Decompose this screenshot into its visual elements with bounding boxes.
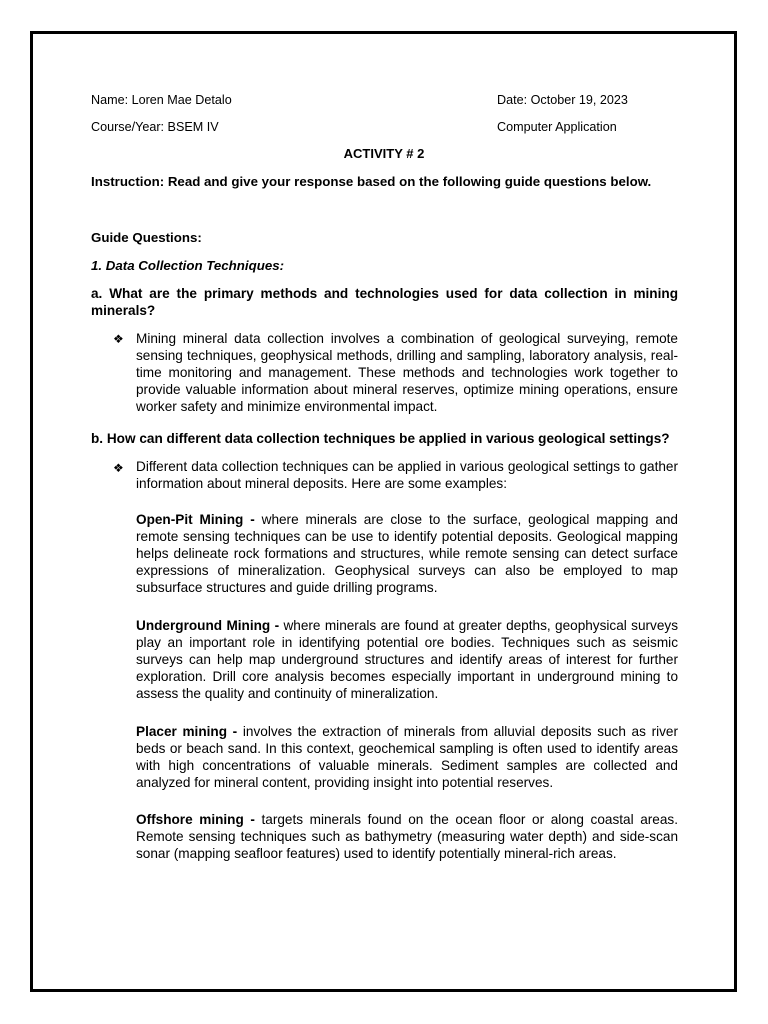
course-year: Course/Year: BSEM IV bbox=[91, 120, 219, 134]
student-name: Name: Loren Mae Detalo bbox=[91, 93, 232, 107]
example-lead: Open-Pit Mining - bbox=[136, 512, 255, 527]
example-lead: Placer mining - bbox=[136, 724, 238, 739]
date-field: Date: October 19, 2023 bbox=[497, 93, 628, 107]
example-lead: Underground Mining - bbox=[136, 618, 280, 633]
bullet-icon: ❖ bbox=[113, 332, 124, 346]
example-underground bbox=[136, 617, 678, 702]
answer-a: Mining mineral data collection involves a combination of geological surveying, remote sensing techniques, geophysical methods, drilling and sampling, laboratory analysis, real-time monitoring and management. These methods and technologies work together to provide valuable information about mineral reserves, optimize mining operations, ensure worker safety and minimize environmental impact. bbox=[136, 331, 678, 414]
example-text: where minerals are found at greater depths, geophysical surveys play an important role in identifying potential ore bodies. Techniques such as seismic surveys can help map underground structures and identify areas of interest for further exploration. Drill core analysis becomes especially important in underground mining to assess the quality and continuity of mineralization. bbox=[136, 618, 678, 701]
bullet-icon: ❖ bbox=[113, 461, 124, 475]
subject-name: Computer Application bbox=[497, 120, 617, 134]
example-text: targets minerals found on the ocean floor or along coastal areas. Remote sensing techniques such as bathymetry (measuring water depth) and side-scan sonar (mapping seafloor features) used to identify potentially mineral-rich areas. bbox=[136, 812, 678, 861]
example-offshore bbox=[136, 811, 678, 862]
example-text: involves the extraction of minerals from alluvial deposits such as river beds or beach sand. In this context, geochemical sampling is often used to identify areas with high concentrations of valuable minerals. Sediment samples are collected and analyzed for mineral content, providing insight into potential reserves. bbox=[136, 724, 679, 790]
activity-title: ACTIVITY # 2 bbox=[343, 146, 425, 161]
example-open-pit bbox=[136, 511, 678, 596]
instruction-text: Instruction: Read and give your response based on the following guide questions below. bbox=[91, 174, 652, 189]
example-placer bbox=[136, 723, 678, 791]
answer-b-intro: Different data collection techniques can be applied in various geological settings to gather information about mineral deposits. Here are some examples: bbox=[136, 459, 678, 491]
section-title: 1. Data Collection Techniques: bbox=[91, 258, 285, 273]
question-b: b. How can different data collection techniques be applied in various geological settings? bbox=[91, 431, 670, 446]
example-lead: Offshore mining - bbox=[136, 812, 255, 827]
example-text: where minerals are close to the surface, geological mapping and remote sensing techniques can be use to identify potential deposits. Geological mapping helps delineate rock formations and structures, while remote sensing can detect surface expressions of mineralization. Geophysical surveys can also be employed to map subsurface structures and guide drilling programs. bbox=[136, 512, 678, 595]
guide-questions-heading: Guide Questions: bbox=[91, 230, 202, 245]
question-a: a. What are the primary methods and technologies used for data collection in mining minerals? bbox=[91, 286, 678, 318]
